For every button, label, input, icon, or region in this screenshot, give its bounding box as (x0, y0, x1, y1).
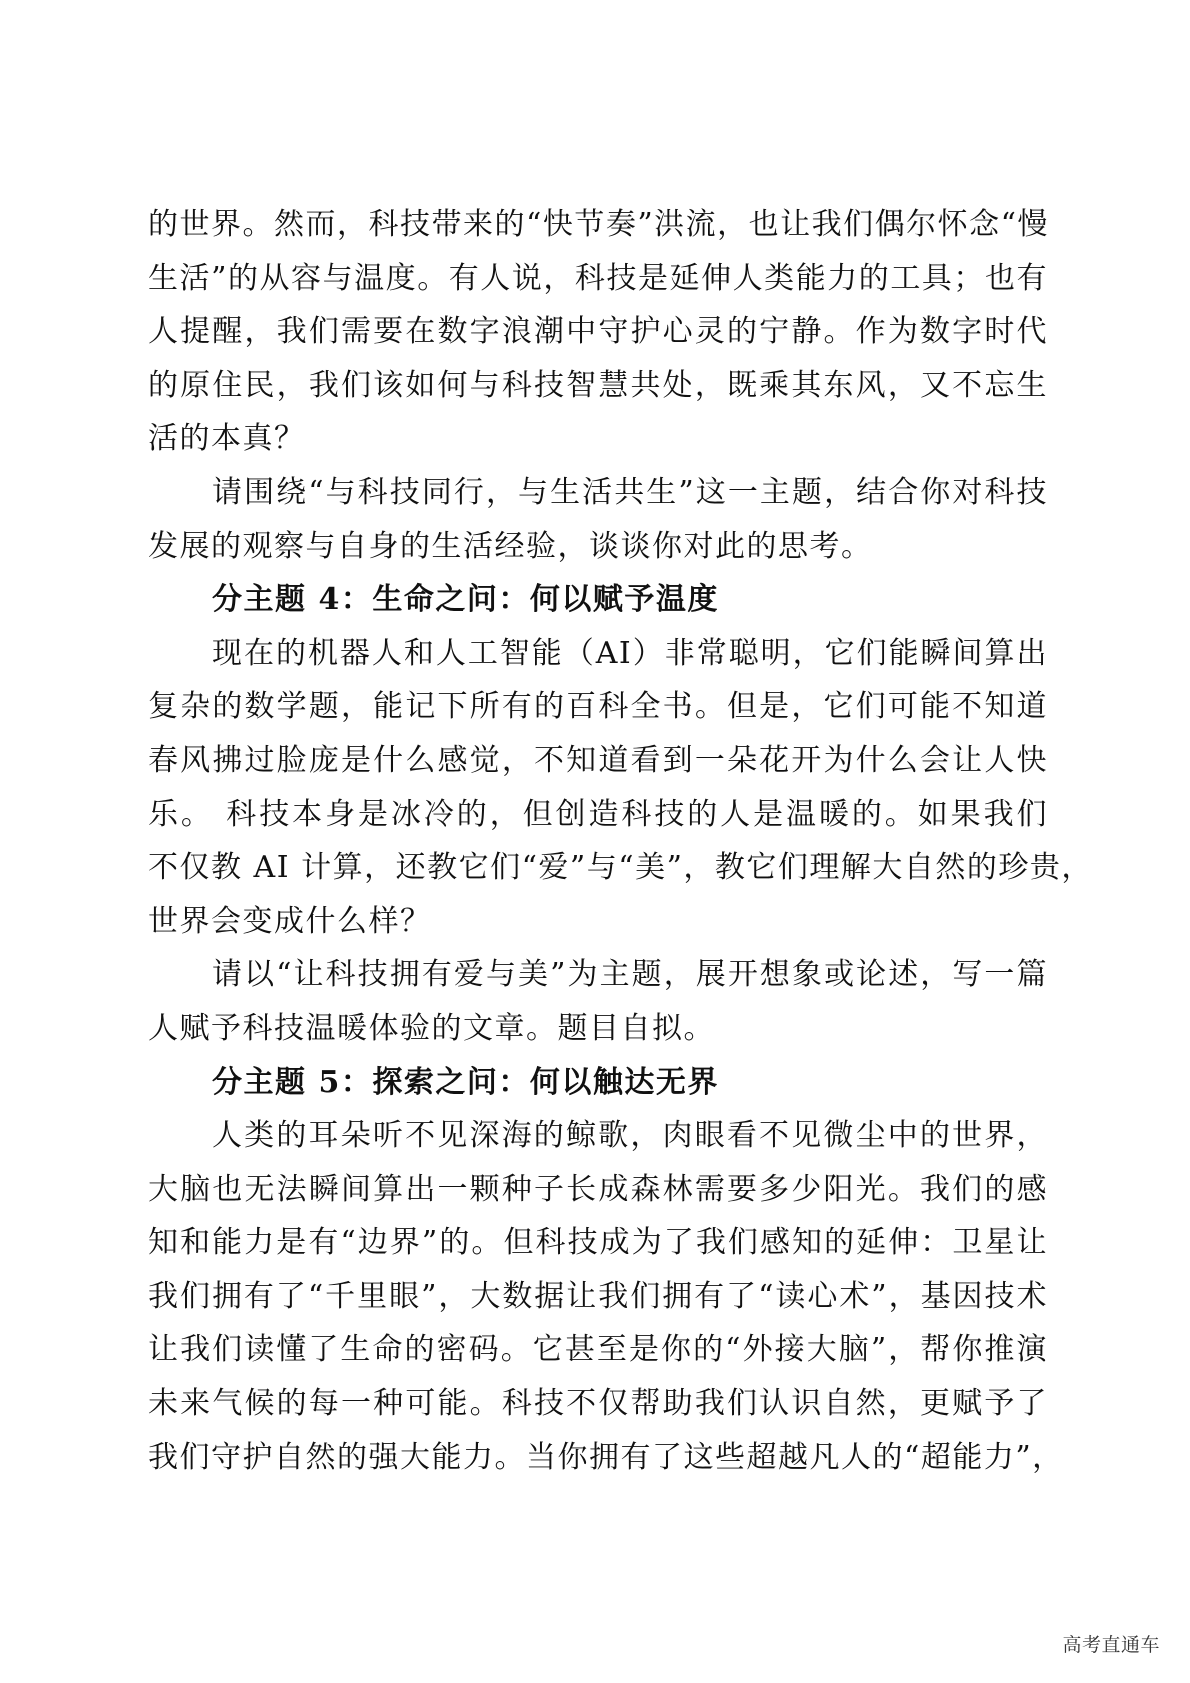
text-line: 发展的观察与自身的生活经验，谈谈你对此的思考。 (148, 528, 873, 564)
paragraph (148, 466, 1048, 573)
text-line: 人类的耳朵听不见深海的鲸歌，肉眼看不见微尘中的世界， (212, 1118, 1048, 1154)
text-line: 生活”的从容与温度。有人说，科技是延伸人类能力的工具；也有 (148, 260, 1048, 296)
text-line: 让我们读懂了生命的密码。它甚至是你的“外接大脑”，帮你推演 (148, 1332, 1048, 1368)
text-line: 的世界。然而，科技带来的“快节奏”洪流，也让我们偶尔怀念“慢 (148, 207, 1050, 242)
document-body (148, 198, 1093, 1484)
text-line: 春风拂过脸庞是什么感觉，不知道看到一朵花开为什么会让人快 (148, 742, 1048, 778)
text-line: 活的本真？ (148, 421, 306, 457)
paragraph (148, 627, 1093, 949)
text-line: 我们守护自然的强大能力。当你拥有了这些超越凡人的“超能力”， (148, 1439, 1064, 1475)
text-line: 知和能力是有“边界”的。但科技成为了我们感知的延伸：卫星让 (148, 1225, 1048, 1261)
subtopic-heading: 分主题 5：探索之问：何以触达无界 (212, 1064, 719, 1100)
text-line: 请以“让科技拥有爱与美”为主题，展开想象或论述，写一篇 (212, 957, 1048, 993)
text-line: 我们拥有了“千里眼”，大数据让我们拥有了“读心术”，基因技术 (148, 1278, 1048, 1314)
subtopic-heading: 分主题 4：生命之问：何以赋予温度 (212, 582, 719, 618)
text-line: 乐。 科技本身是冰冷的，但创造科技的人是温暖的。如果我们 (148, 796, 1048, 832)
text-line: 人赋予科技温暖体验的文章。题目自拟。 (148, 1010, 715, 1046)
text-line: 世界会变成什么样？ (148, 903, 432, 939)
text-line: 人提醒，我们需要在数字浪潮中守护心灵的宁静。作为数字时代 (148, 314, 1048, 350)
text-line: 请围绕“与科技同行，与生活共生”这一主题，结合你对科技 (212, 474, 1048, 510)
text-line: 未来气候的每一种可能。科技不仅帮助我们认识自然，更赋予了 (148, 1386, 1048, 1422)
paragraph-continued (148, 198, 1048, 466)
text-line: 大脑也无法瞬间算出一颗种子长成森林需要多少阳光。我们的感 (148, 1171, 1048, 1207)
paragraph (148, 1109, 1064, 1484)
text-line: 现在的机器人和人工智能（AI）非常聪明，它们能瞬间算出 (212, 635, 1048, 671)
text-line: 的原住民，我们该如何与科技智慧共处，既乘其东风，又不忘生 (148, 367, 1048, 403)
text-line: 不仅教 AI 计算，还教它们“爱”与“美”，教它们理解大自然的珍贵， (148, 850, 1093, 886)
watermark: 高考直通车 (1062, 1634, 1160, 1656)
paragraph (148, 948, 1048, 1055)
text-line: 复杂的数学题，能记下所有的百科全书。但是，它们可能不知道 (148, 689, 1048, 725)
